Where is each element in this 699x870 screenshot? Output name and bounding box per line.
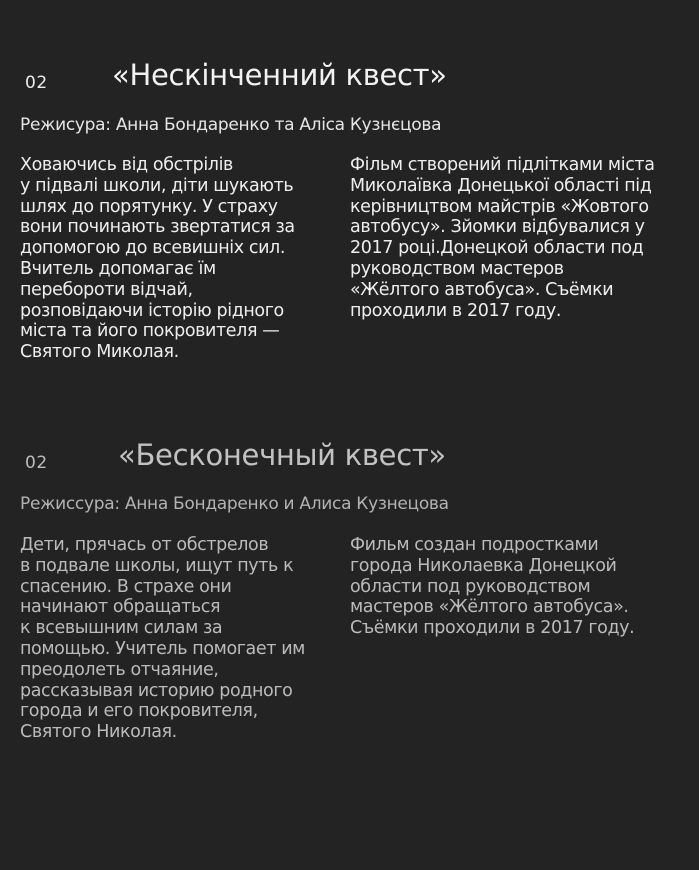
director-credit: Режиссура: Анна Бондаренко и Алиса Кузнецова [20,494,449,514]
synopsis-line: у підвалі школи, діти шукають [20,175,294,196]
synopsis-line: перебороти відчай, [20,279,193,300]
synopsis-line: вони починають звертатися за [20,217,295,238]
production-line: Фільм створений підлітками міста [350,155,655,175]
synopsis-line: города и его покровителя, [20,701,258,722]
film-title: «Бесконечный квест» [118,438,446,472]
synopsis [20,535,355,743]
synopsis-line: помощью. Учитель помогает им [20,638,305,659]
synopsis-line: шлях до порятунку. У страху [20,196,278,217]
synopsis-line: преодолеть отчаяние, [20,659,219,680]
synopsis-line: к всевышним силам за [20,618,223,639]
production-line: Фильм создан подростками [350,535,599,555]
synopsis-line: спасению. В страхе они [20,576,232,597]
synopsis-line: Ховаючись від обстрілів [20,155,233,175]
production-info [350,535,685,639]
production-info [350,155,685,321]
production-line: 2017 році.Донецкой области под [350,238,644,259]
synopsis-line: допомогою до всевишніх сил. [20,238,285,259]
synopsis-line: Дети, прячась от обстрелов [20,535,269,555]
synopsis-line: міста та його покровителя — [20,321,280,342]
director-credit: Режисура: Анна Бондаренко та Аліса Кузнєцова [20,115,442,135]
production-line: Миколаївка Донецької області під [350,175,652,196]
production-line: керівництвом майстрів «Жовтого [350,196,649,217]
production-line: руководством мастеров [350,258,564,279]
synopsis [20,155,355,363]
production-line: «Жёлтого автобуса». Съёмки [350,279,614,300]
synopsis-line: в подвале школы, ищут путь к [20,555,294,576]
production-line: города Николаевка Донецкой [350,555,617,576]
production-line: Съёмки проходили в 2017 году. [350,618,635,639]
production-line: мастеров «Жёлтого автобуса». [350,597,629,618]
production-line: автобусу». Зйомки відбувалися у [350,217,645,238]
production-line: области под руководством [350,576,591,597]
film-title: «Нескінченний квест» [112,58,447,92]
film-number: 02 [25,453,48,473]
synopsis-line: Святого Миколая. [20,342,179,363]
synopsis-line: рассказывая историю родного [20,680,293,701]
synopsis-line: начинают обращаться [20,597,221,618]
synopsis-line: Вчитель допомагає їм [20,258,216,279]
synopsis-line: Святого Николая. [20,722,177,743]
synopsis-line: розповідаючи історію рідного [20,300,284,321]
film-number: 02 [25,73,48,93]
production-line: проходили в 2017 году. [350,300,562,321]
